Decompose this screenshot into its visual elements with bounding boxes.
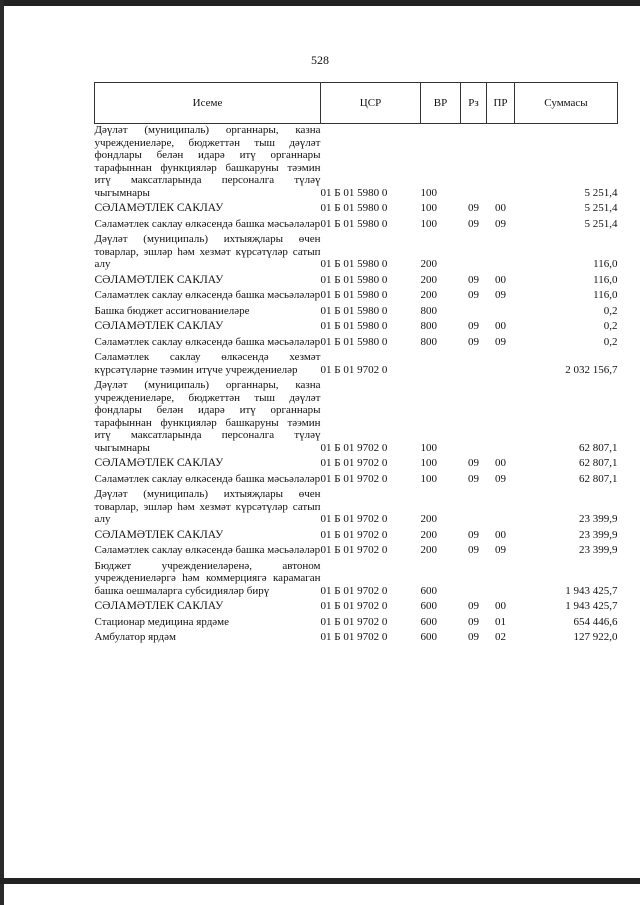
cell-sum: 62 807,1 — [579, 441, 618, 454]
scan-edge-left — [0, 0, 4, 905]
cell-sum: 654 446,6 — [573, 615, 618, 628]
cell-csr: 01 Б 01 9702 0 — [320, 457, 388, 469]
cell-rz — [461, 557, 487, 598]
cell-name: Сәламәтлек саклау өлкәсендә башка мәсьәләләр — [94, 544, 321, 556]
cell-sum: 23 399,9 — [579, 513, 618, 525]
table-row — [95, 613, 618, 629]
cell-name: Стационар медицина ярдәме — [94, 615, 230, 628]
cell-name: Бюджет учреждениеләренә, автоном учреждениеләргә һәм коммерциягә карамаган башка оешмаларга субсидияләр бирү — [94, 559, 321, 597]
cell-name: СӘЛАМӘТЛЕК САКЛАУ — [94, 320, 224, 332]
cell-name: СӘЛАМӘТЛЕК САКЛАУ — [94, 273, 224, 286]
cell-rz: 09 — [468, 202, 479, 214]
cell-sum: 5 251,4 — [584, 202, 618, 214]
cell-pr: 09 — [495, 544, 506, 556]
cell-rz: 09 — [468, 528, 479, 541]
cell-csr: 01 Б 01 9702 0 — [320, 363, 388, 376]
cell-rz: 09 — [468, 273, 479, 286]
cell-sum: 5 251,4 — [584, 217, 618, 230]
table-row — [95, 557, 618, 598]
cell-vr: 800 — [420, 304, 437, 317]
cell-vr: 600 — [420, 600, 437, 612]
cell-name: Сәламәтлек саклау өлкәсендә башка мәсьәләләр — [94, 335, 321, 348]
header-sum: Суммасы — [515, 83, 618, 124]
cell-sum: 127 922,0 — [573, 631, 618, 643]
cell-sum: 5 251,4 — [584, 186, 618, 199]
cell-csr: 01 Б 01 5980 0 — [320, 217, 388, 230]
cell-pr: 00 — [495, 202, 506, 214]
cell-vr: 800 — [420, 320, 437, 332]
cell-rz — [461, 124, 487, 200]
cell-vr: 100 — [420, 186, 437, 199]
cell-csr: 01 Б 01 9702 0 — [320, 615, 388, 628]
cell-vr: 100 — [420, 217, 437, 230]
cell-vr: 200 — [420, 273, 437, 286]
table-row — [95, 286, 618, 302]
cell-vr: 800 — [420, 335, 437, 348]
cell-vr: 200 — [420, 258, 437, 270]
cell-vr: 600 — [420, 584, 437, 597]
cell-sum: 116,0 — [593, 289, 618, 301]
cell-sum: 2 032 156,7 — [565, 363, 618, 376]
cell-sum: 1 943 425,7 — [565, 600, 618, 612]
cell-rz — [461, 348, 487, 376]
cell-vr: 200 — [420, 513, 437, 525]
cell-pr — [487, 302, 515, 318]
table-row — [95, 271, 618, 287]
cell-pr — [487, 557, 515, 598]
cell-pr: 09 — [495, 472, 506, 485]
cell-pr: 00 — [495, 273, 506, 286]
scan-edge-bottom — [0, 878, 640, 884]
cell-pr: 09 — [495, 289, 506, 301]
cell-sum: 116,0 — [593, 258, 618, 270]
cell-name: Дәүләт (муниципаль) ихтыяҗлары өчен товарлар, эшләр һәм хезмәт күрсәтүләр сатып алу — [94, 488, 321, 525]
cell-sum: 0,2 — [603, 304, 618, 317]
table-row — [95, 376, 618, 454]
cell-rz: 09 — [468, 217, 479, 230]
header-rz: Рз — [461, 83, 487, 124]
cell-csr: 01 Б 01 5980 0 — [320, 304, 388, 317]
cell-pr: 02 — [495, 631, 506, 643]
cell-vr: 100 — [420, 472, 437, 485]
cell-sum: 1 943 425,7 — [565, 584, 618, 597]
table-row — [95, 230, 618, 271]
cell-rz: 09 — [468, 631, 479, 643]
cell-vr: 200 — [420, 289, 437, 301]
cell-pr — [487, 124, 515, 200]
cell-sum: 116,0 — [593, 273, 618, 286]
cell-pr — [487, 485, 515, 526]
cell-csr: 01 Б 01 9702 0 — [320, 544, 388, 556]
cell-csr: 01 Б 01 9702 0 — [320, 513, 388, 525]
cell-name: Башка бюджет ассигнованиеләре — [94, 304, 250, 317]
table-row — [95, 199, 618, 215]
cell-pr: 09 — [495, 335, 506, 348]
cell-vr — [421, 348, 461, 376]
header-vr: ВР — [421, 83, 461, 124]
table-row — [95, 317, 618, 333]
cell-csr: 01 Б 01 9702 0 — [320, 631, 388, 643]
cell-sum: 62 807,1 — [579, 457, 618, 469]
cell-pr: 09 — [495, 217, 506, 230]
cell-csr: 01 Б 01 9702 0 — [320, 528, 388, 541]
cell-name: Дәүләт (муниципаль) ихтыяҗлары өчен товарлар, эшләр һәм хезмәт күрсәтүләр сатып алу — [94, 233, 321, 270]
table-row — [95, 628, 618, 644]
cell-pr: 00 — [495, 600, 506, 612]
table-row — [95, 526, 618, 542]
cell-name: Сәламәтлек саклау өлкәсендә хезмәт күрсәтүләрне тәэмин итүче учреждениеләр — [94, 351, 321, 376]
cell-rz: 09 — [468, 289, 479, 301]
cell-sum: 23 399,9 — [579, 528, 618, 541]
cell-rz: 09 — [468, 615, 479, 628]
cell-pr: 00 — [495, 457, 506, 469]
cell-name: СӘЛАМӘТЛЕК САКЛАУ — [94, 457, 224, 469]
cell-name: Дәүләт (муниципаль) органнары, казна учреждениеләре, бюджеттән тыш дәүләт фондлары белән идарә итү органнары тарафыннан функцияләр башкаруны тәэмин итү максатларында персоналга түләү чыгымнары — [94, 124, 321, 199]
cell-vr: 100 — [420, 202, 437, 214]
cell-rz: 09 — [468, 320, 479, 332]
cell-csr: 01 Б 01 9702 0 — [320, 584, 388, 597]
cell-pr: 01 — [495, 615, 506, 628]
table-row — [95, 215, 618, 231]
table-body — [95, 124, 618, 644]
header-name: Исеме — [95, 83, 321, 124]
cell-pr — [487, 230, 515, 271]
table-row — [95, 348, 618, 376]
cell-name: СӘЛАМӘТЛЕК САКЛАУ — [94, 528, 224, 541]
cell-name: Сәламәтлек саклау өлкәсендә башка мәсьәләләр — [94, 289, 321, 301]
header-csr: ЦСР — [321, 83, 421, 124]
page-number: 528 — [311, 53, 329, 67]
cell-sum: 23 399,9 — [579, 544, 618, 556]
table-row — [95, 333, 618, 349]
cell-name: Амбулатор ярдәм — [94, 631, 176, 643]
table-row — [95, 541, 618, 557]
cell-csr: 01 Б 01 5980 0 — [320, 320, 388, 332]
cell-csr: 01 Б 01 9702 0 — [320, 472, 388, 485]
header-pr: ПР — [487, 83, 515, 124]
cell-rz — [461, 376, 487, 454]
budget-table — [94, 82, 618, 644]
cell-name: Сәламәтлек саклау өлкәсендә башка мәсьәләләр — [94, 472, 321, 485]
cell-name: СӘЛАМӘТЛЕК САКЛАУ — [94, 202, 224, 214]
cell-vr: 200 — [420, 544, 437, 556]
cell-pr — [487, 376, 515, 454]
cell-csr: 01 Б 01 5980 0 — [320, 202, 388, 214]
cell-csr: 01 Б 01 5980 0 — [320, 289, 388, 301]
cell-name: Дәүләт (муниципаль) органнары, казна учреждениеләре, бюджеттән тыш дәүләт фондлары белән идарә итү органнары тарафыннан функцияләр башкаруны тәэмин итү максатларында персоналга түләү чыгымнары — [94, 379, 321, 454]
cell-pr — [487, 348, 515, 376]
cell-sum: 0,2 — [603, 320, 618, 332]
cell-rz: 09 — [468, 335, 479, 348]
cell-vr: 600 — [420, 615, 437, 628]
table-row — [95, 597, 618, 613]
table-row — [95, 485, 618, 526]
cell-vr: 100 — [420, 457, 437, 469]
table-row — [95, 470, 618, 486]
cell-sum: 0,2 — [603, 335, 618, 348]
cell-csr: 01 Б 01 5980 0 — [320, 273, 388, 286]
cell-csr: 01 Б 01 9702 0 — [320, 600, 388, 612]
cell-rz: 09 — [468, 457, 479, 469]
cell-vr: 100 — [420, 441, 437, 454]
cell-csr: 01 Б 01 5980 0 — [320, 258, 388, 270]
cell-rz — [461, 485, 487, 526]
cell-csr: 01 Б 01 9702 0 — [320, 441, 388, 454]
cell-name: СӘЛАМӘТЛЕК САКЛАУ — [94, 600, 224, 612]
cell-rz: 09 — [468, 544, 479, 556]
table-row — [95, 124, 618, 200]
cell-csr: 01 Б 01 5980 0 — [320, 186, 388, 199]
cell-pr: 00 — [495, 320, 506, 332]
cell-csr: 01 Б 01 5980 0 — [320, 335, 388, 348]
table-row — [95, 302, 618, 318]
cell-rz — [461, 230, 487, 271]
cell-rz — [461, 302, 487, 318]
scan-edge-top — [0, 0, 640, 6]
table-header-row — [95, 83, 618, 124]
cell-pr: 00 — [495, 528, 506, 541]
cell-sum: 62 807,1 — [579, 472, 618, 485]
cell-rz: 09 — [468, 472, 479, 485]
cell-rz: 09 — [468, 600, 479, 612]
cell-vr: 200 — [420, 528, 437, 541]
cell-vr: 600 — [420, 631, 437, 643]
table-row — [95, 454, 618, 470]
cell-name: Сәламәтлек саклау өлкәсендә башка мәсьәләләр — [94, 217, 321, 230]
